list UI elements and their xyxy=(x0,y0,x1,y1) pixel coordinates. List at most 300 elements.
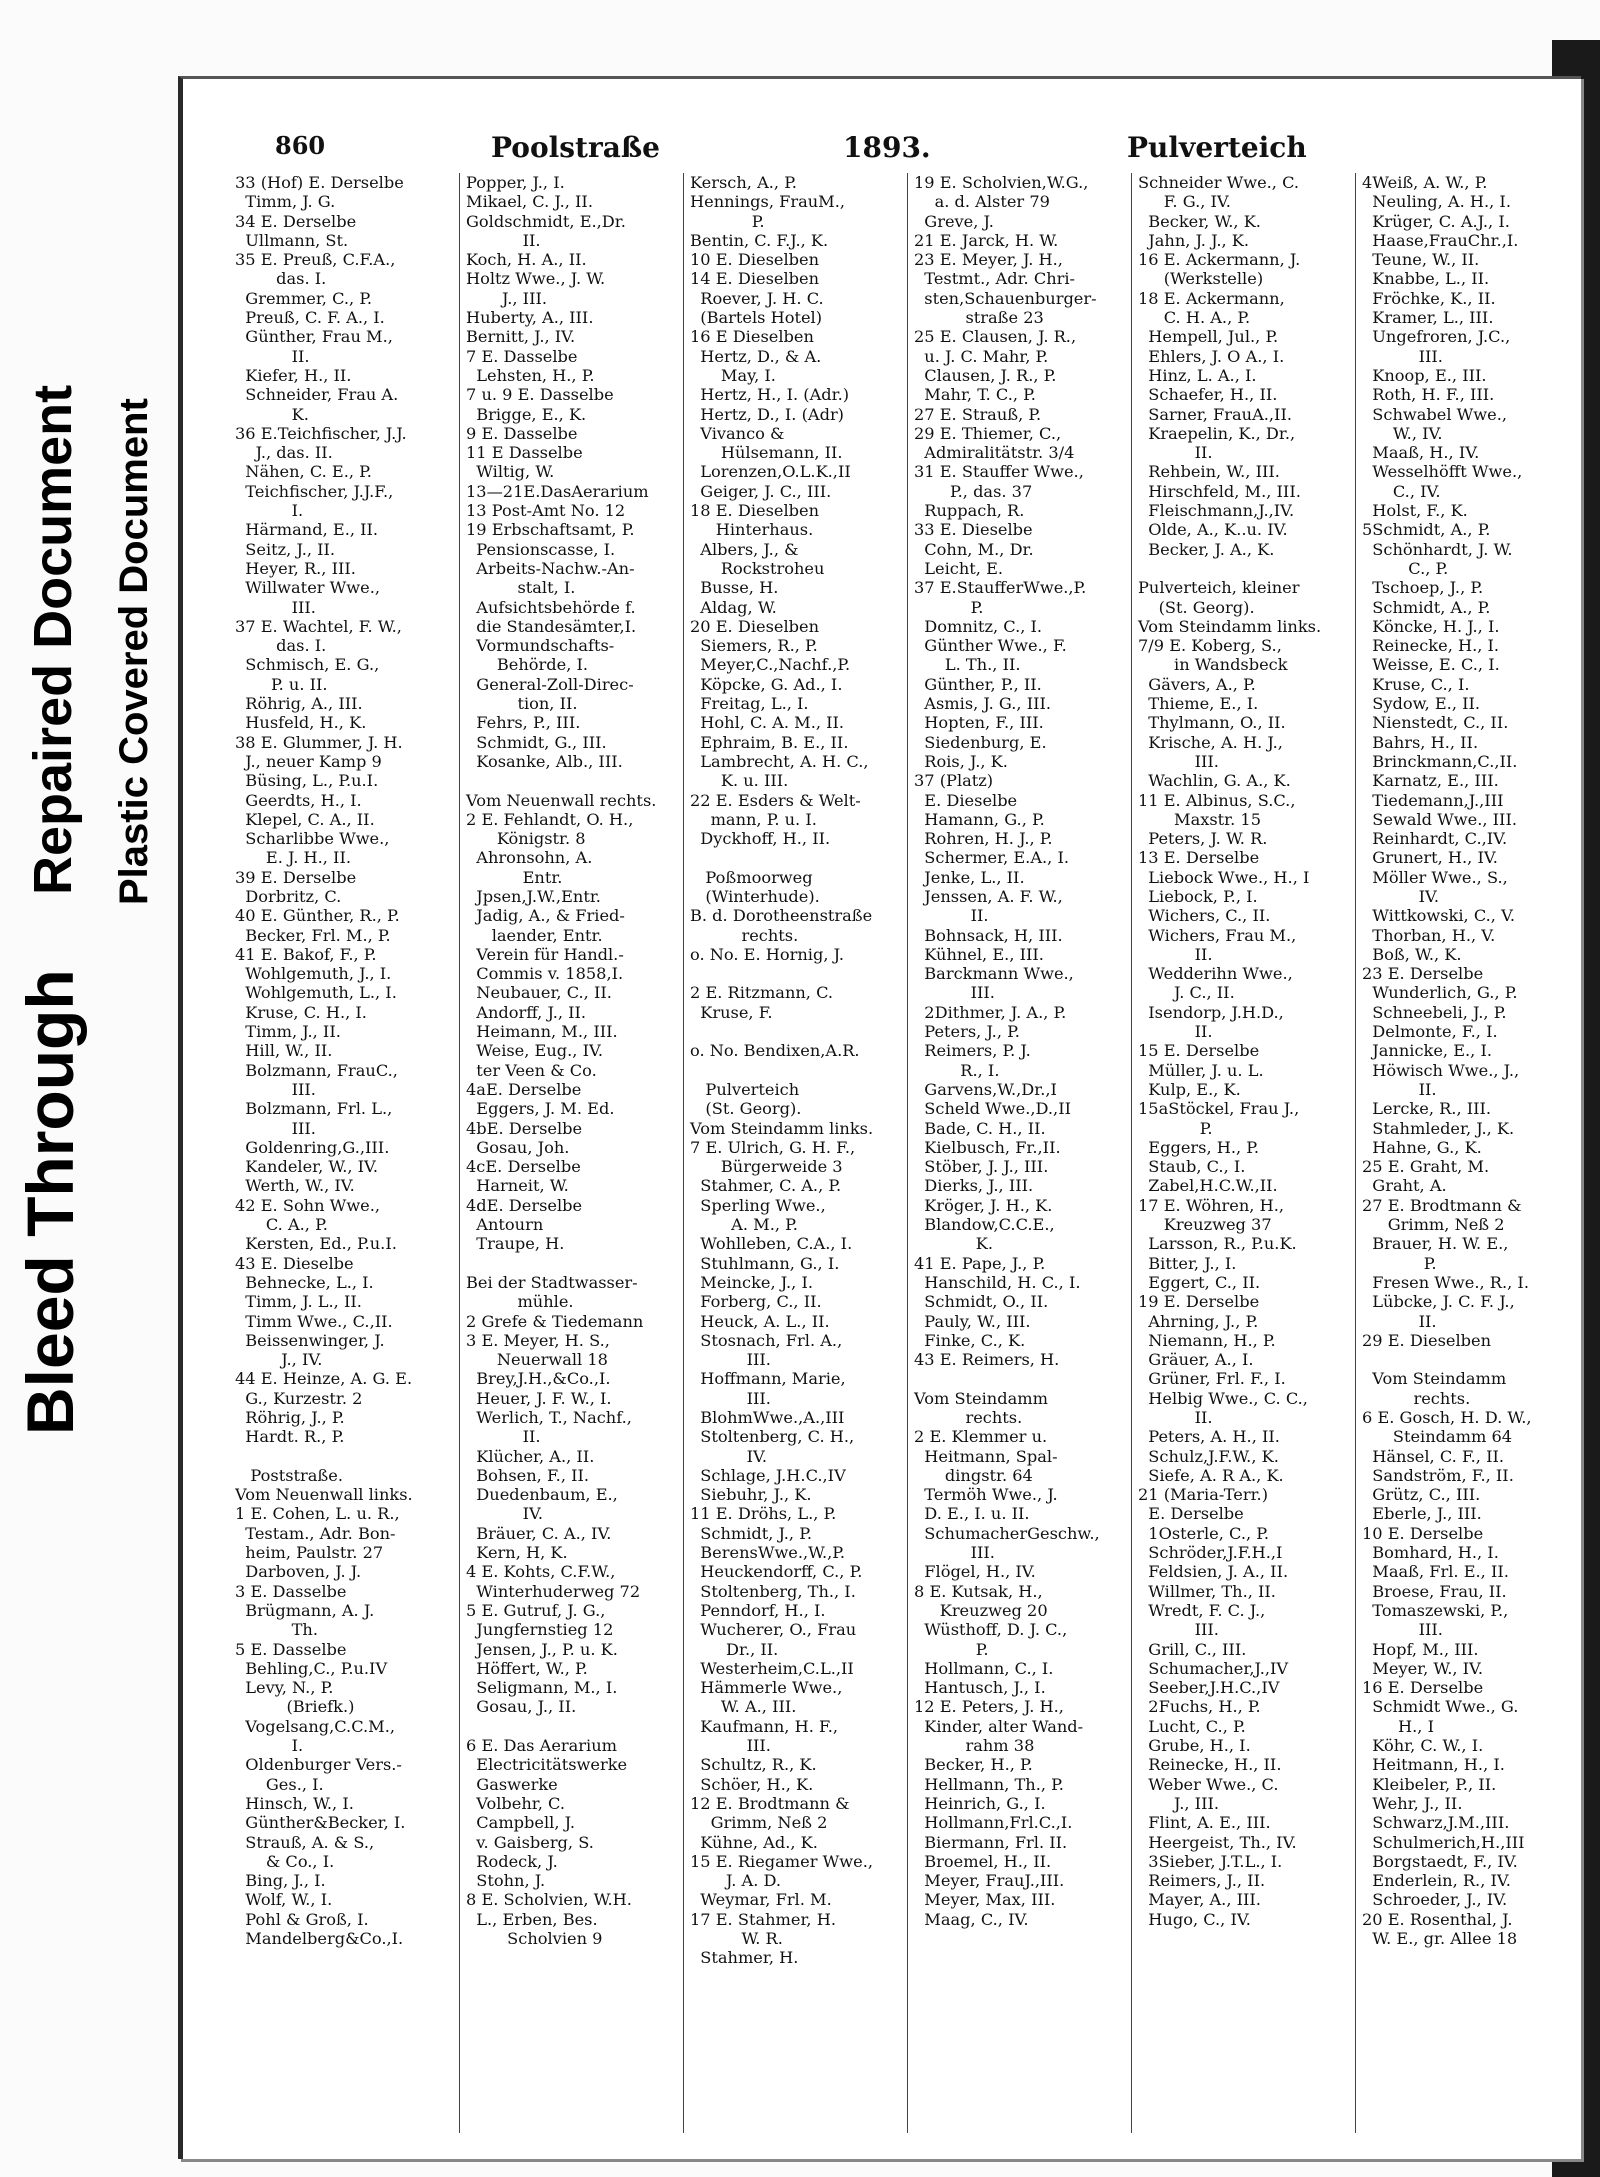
directory-entry-line: Siebuhr, J., K. xyxy=(690,1485,812,1505)
directory-entry-line: J., III. xyxy=(466,288,548,308)
directory-column-5 xyxy=(1131,173,1355,2133)
directory-entry-line: Bentin, C. F.J., K. xyxy=(690,230,829,250)
directory-entry-line: (Bartels Hotel) xyxy=(690,308,823,328)
directory-entry-line: Vom Steindamm links. xyxy=(1138,616,1322,636)
directory-entry-line: Jadig, A., & Fried- xyxy=(466,906,625,926)
directory-entry-line: 2 E. Fehlandt, O. H., xyxy=(466,809,634,829)
directory-entry-line: E. Dieselbe xyxy=(914,790,1018,810)
directory-entry-line: Wichers, Frau M., xyxy=(1138,925,1297,945)
directory-entry-line: Grimm, Neß 2 xyxy=(1362,1215,1505,1235)
directory-entry-line: Möller Wwe., S., xyxy=(1362,867,1508,887)
directory-entry-line: Klepel, C. A., II. xyxy=(235,809,375,829)
directory-entry-line: Feldsien, J. A., II. xyxy=(1138,1562,1289,1582)
directory-entry-line: Timm Wwe., C.,II. xyxy=(235,1311,393,1331)
directory-entry-line: Heuck, A. L., II. xyxy=(690,1311,830,1331)
directory-entry-line: Entr. xyxy=(466,867,563,887)
directory-entry-line: Tomaszewski, P., xyxy=(1362,1600,1509,1620)
directory-entry-line: P. xyxy=(1138,1118,1213,1138)
directory-entry-line: Strauß, A. & S., xyxy=(235,1832,375,1852)
directory-entry-line: Siemers, R., P. xyxy=(690,636,818,656)
directory-entry-line: Geiger, J. C., III. xyxy=(690,481,832,501)
directory-entry-line: Stuhlmann, G., I. xyxy=(690,1253,840,1273)
directory-entry-line: 22 E. Esders & Welt- xyxy=(690,790,861,810)
directory-entry-line: Wüsthoff, D. J. C., xyxy=(914,1620,1068,1640)
page-header xyxy=(183,131,1581,171)
directory-entry-line: Schaefer, H., II. xyxy=(1138,385,1278,405)
directory-entry-line: Kruse, C., I. xyxy=(1362,674,1470,694)
directory-entry-line: Bräuer, C. A., IV. xyxy=(466,1523,612,1543)
directory-entry-line: Nienstedt, C., II. xyxy=(1362,713,1509,733)
directory-entry-line: heim, Paulstr. 27 xyxy=(235,1543,384,1563)
directory-entry-line: Jannicke, E., I. xyxy=(1362,1041,1492,1061)
directory-entry-line: III. xyxy=(1138,1620,1219,1640)
directory-entry-line: Heitmann, Spal- xyxy=(914,1446,1058,1466)
directory-entry-line: III. xyxy=(1138,751,1219,771)
directory-entry-line: Forberg, C., II. xyxy=(690,1292,822,1312)
directory-entry-line: Goldschmidt, E.,Dr. xyxy=(466,211,626,231)
directory-entry-line: Geerdts, H., I. xyxy=(235,790,362,810)
directory-entry-line: in Wandsbeck xyxy=(1138,655,1288,675)
directory-entry-line: Hertz, D., & A. xyxy=(690,346,822,366)
directory-entry-line: 4dE. Derselbe xyxy=(466,1195,583,1215)
directory-entry-line: Kulp, E., K. xyxy=(1138,1079,1241,1099)
directory-entry-line: 3Sieber, J.T.L., I. xyxy=(1138,1851,1283,1871)
directory-entry-line: 4aE. Derselbe xyxy=(466,1079,582,1099)
directory-entry-line: Bolzmann, FrauC., xyxy=(235,1060,398,1080)
directory-entry-line: (St. Georg). xyxy=(690,1099,802,1119)
directory-entry-line: Neuerwall 18 xyxy=(466,1350,608,1370)
directory-entry-line: I. xyxy=(235,1736,304,1756)
directory-column-3 xyxy=(683,173,907,2133)
directory-entry-line: 13 E. Derselbe xyxy=(1138,848,1260,868)
directory-entry-line: Siefe, A. R A., K. xyxy=(1138,1465,1284,1485)
directory-entry-line: Weisse, E. C., I. xyxy=(1362,655,1500,675)
directory-entry-line: IV. xyxy=(466,1504,543,1524)
directory-entry-line xyxy=(235,1447,459,1466)
directory-entry-line: Stahmleder, J., K. xyxy=(1362,1118,1515,1138)
directory-entry-line: 5 E. Gutruf, J. G., xyxy=(466,1600,606,1620)
directory-entry-line: II. xyxy=(466,1427,541,1447)
directory-entry-line: 20 E. Dieselben xyxy=(690,616,820,636)
directory-entry-line: W. R. xyxy=(690,1929,783,1949)
directory-entry-line: Larsson, R., P.u.K. xyxy=(1138,1234,1297,1254)
directory-entry-line: Boß, W., K. xyxy=(1362,944,1462,964)
directory-entry-line: Hämmerle Wwe., xyxy=(690,1678,843,1698)
directory-entry-line: Garvens,W.,Dr.,I xyxy=(914,1079,1057,1099)
directory-entry-line: Thieme, E., I. xyxy=(1138,694,1259,714)
directory-entry-line: das. I. xyxy=(235,269,327,289)
directory-entry-line: Hoffmann, Marie, xyxy=(690,1369,846,1389)
directory-entry-line: straße 23 xyxy=(914,308,1044,328)
directory-entry-line: Liebock Wwe., H., I xyxy=(1138,867,1310,887)
directory-entry-line: Rehbein, W., III. xyxy=(1138,462,1280,482)
directory-entry-line: Busse, H. xyxy=(690,578,779,598)
directory-entry-line: Timm, J. G. xyxy=(235,192,336,212)
directory-entry-line: u. J. C. Mahr, P. xyxy=(914,346,1049,366)
directory-entry-line: 37 E. Wachtel, F. W., xyxy=(235,616,402,636)
directory-entry-line: Kinder, alter Wand- xyxy=(914,1716,1084,1736)
directory-entry-line: (St. Georg). xyxy=(1138,597,1255,617)
directory-entry-line: Schmidt, A., P. xyxy=(1362,597,1491,617)
directory-entry-line: Höwisch Wwe., J., xyxy=(1362,1060,1520,1080)
directory-entry-line: Th. xyxy=(235,1620,318,1640)
directory-entry-line: Vom Steindamm xyxy=(1362,1369,1507,1389)
directory-entry-line: Schönhardt, J. W. xyxy=(1362,539,1513,559)
directory-entry-line: Stahmer, C. A., P. xyxy=(690,1176,842,1196)
directory-entry-line: Hugo, C., IV. xyxy=(1138,1909,1251,1929)
directory-entry-line: Kraepelin, K., Dr., xyxy=(1138,423,1296,443)
directory-entry-line: Grüner, Frl. F., I. xyxy=(1138,1369,1286,1389)
directory-entry-line: Knabbe, L., II. xyxy=(1362,269,1490,289)
directory-entry-line: Weber Wwe., C. xyxy=(1138,1774,1279,1794)
directory-entry-line: Stöber, J. J., III. xyxy=(914,1157,1049,1177)
directory-entry-line: Bing, J., I. xyxy=(235,1871,326,1891)
directory-entry-line: Thylmann, O., II. xyxy=(1138,713,1286,733)
directory-entry-line: stalt, I. xyxy=(466,578,576,598)
directory-column-1 xyxy=(235,173,459,2133)
directory-entry-line: Rodeck, J. xyxy=(466,1851,558,1871)
directory-entry-line: SchumacherGeschw., xyxy=(914,1523,1100,1543)
directory-entry-line: Isendorp, J.H.D., xyxy=(1138,1002,1284,1022)
directory-entry-line: Holtz Wwe., J. W. xyxy=(466,269,606,289)
directory-entry-line: Gosau, J., II. xyxy=(466,1697,577,1717)
directory-entry-line: II. xyxy=(1138,1022,1213,1042)
directory-entry-line: Arbeits-Nachw.-An- xyxy=(466,558,635,578)
directory-entry-line: Kaufmann, H. F., xyxy=(690,1716,839,1736)
directory-entry-line: sten,Schauenburger- xyxy=(914,288,1097,308)
directory-entry-line: Köpcke, G. Ad., I. xyxy=(690,674,843,694)
directory-entry-line: 39 E. Derselbe xyxy=(235,867,357,887)
directory-entry-line: Bohnsack, H, III. xyxy=(914,925,1063,945)
directory-entry-line xyxy=(690,1022,907,1041)
directory-entry-line: 27 E. Brodtmann & xyxy=(1362,1195,1522,1215)
directory-entry-line: 25 E. Clausen, J. R., xyxy=(914,327,1077,347)
directory-entry-line: J., IV. xyxy=(235,1350,323,1370)
directory-entry-line: F. G., IV. xyxy=(1138,192,1231,212)
directory-entry-line: III. xyxy=(690,1736,771,1756)
directory-entry-line: Heuer, J. F. W., I. xyxy=(466,1388,612,1408)
directory-entry-line: Electricitätswerke xyxy=(466,1755,628,1775)
directory-entry-line: Hamann, G., P. xyxy=(914,809,1045,829)
directory-entry-line: II. xyxy=(1362,1311,1437,1331)
year-heading: 1893. xyxy=(843,131,931,164)
directory-column-2 xyxy=(459,173,683,2133)
directory-entry-line xyxy=(466,1254,683,1273)
directory-entry-line: Reinecke, H., II. xyxy=(1138,1755,1282,1775)
directory-entry-line xyxy=(1138,559,1355,578)
directory-entry-line: Winterhuderweg 72 xyxy=(466,1581,641,1601)
directory-entry-line: Jungfernstieg 12 xyxy=(466,1620,614,1640)
directory-entry-line: 11 E Dasselbe xyxy=(466,443,583,463)
directory-entry-line: Asmis, J. G., III. xyxy=(914,694,1052,714)
directory-entry-line: Harneit, W. xyxy=(466,1176,569,1196)
directory-entry-line: 13 Post-Amt No. 12 xyxy=(466,501,626,521)
directory-entry-line: Pensionscasse, I. xyxy=(466,539,616,559)
directory-entry-line: Knoop, E., III. xyxy=(1362,365,1487,385)
directory-entry-line: Wehr, J., II. xyxy=(1362,1793,1463,1813)
directory-entry-line: Oldenburger Vers.- xyxy=(235,1755,402,1775)
directory-entry-line: Grube, H., I. xyxy=(1138,1736,1251,1756)
directory-entry-line: Röhrig, J., P. xyxy=(235,1408,345,1427)
directory-entry-line: 19 Erbschaftsamt, P. xyxy=(466,520,635,540)
directory-entry-line: Schröder,J.F.H.,I xyxy=(1138,1543,1283,1563)
directory-entry-line: 31 E. Stauffer Wwe., xyxy=(914,462,1084,482)
directory-entry-line: Müller, J. u. L. xyxy=(1138,1060,1264,1080)
directory-entry-line: Karnatz, E., III. xyxy=(1362,771,1499,791)
directory-entry-line: Cohn, M., Dr. xyxy=(914,539,1034,559)
repaired-document-label: Repaired Document xyxy=(23,384,83,895)
directory-entry-line: 11 E. Dröhs, L., P. xyxy=(690,1504,837,1524)
directory-entry-line: Hantusch, J., I. xyxy=(914,1678,1046,1698)
directory-entry-line: II. xyxy=(466,230,541,250)
directory-entry-line: Stohn, J. xyxy=(466,1871,546,1891)
directory-entry-line: Eggert, C., II. xyxy=(1138,1272,1261,1292)
directory-entry-line: Rockstroheu xyxy=(690,558,825,578)
directory-entry-line: rahm 38 xyxy=(914,1736,1035,1756)
directory-entry-line: Gaswerke xyxy=(466,1774,558,1794)
directory-entry-line: (Werkstelle) xyxy=(1138,269,1264,289)
directory-entry-line: 38 E. Glummer, J. H. xyxy=(235,732,403,752)
directory-entry-line: Poßmoorweg xyxy=(690,867,813,887)
directory-entry-line: 15 E. Derselbe xyxy=(1138,1041,1260,1061)
directory-entry-line: Meincke, J., I. xyxy=(690,1272,814,1292)
directory-entry-line: 19 E. Derselbe xyxy=(1138,1292,1260,1312)
directory-entry-line: 29 E. Thiemer, C., xyxy=(914,423,1062,443)
directory-entry-line: & Co., I. xyxy=(235,1851,335,1871)
directory-entry-line: Lübcke, J. C. F. J., xyxy=(1362,1292,1515,1312)
directory-entry-line: Wiltig, W. xyxy=(466,462,555,482)
directory-entry-line: Seligmann, M., I. xyxy=(466,1678,618,1698)
directory-entry-line: Königstr. 8 xyxy=(466,829,586,849)
directory-entry-line: 43 E. Dieselbe xyxy=(235,1253,354,1273)
directory-entry-line: Broese, Frau, II. xyxy=(1362,1581,1507,1601)
directory-entry-line: Härmand, E., II. xyxy=(235,520,379,540)
directory-entry-line: o. No. Bendixen,A.R. xyxy=(690,1041,860,1061)
directory-entry-line: Vom Steindamm links. xyxy=(690,1118,874,1138)
directory-entry-line: Freitag, L., I. xyxy=(690,694,809,714)
directory-entry-line: Mandelberg&Co.,I. xyxy=(235,1929,404,1949)
street-heading-right: Pulverteich xyxy=(1127,131,1307,164)
directory-entry-line: 23 E. Meyer, J. H., xyxy=(914,250,1063,270)
directory-entry-line: Flint, A. E., III. xyxy=(1138,1813,1271,1833)
directory-entry-line: Wichers, C., II. xyxy=(1138,906,1271,926)
directory-entry-line: Thorban, H., V. xyxy=(1362,925,1496,945)
directory-entry-line: 5Schmidt, A., P. xyxy=(1362,520,1491,540)
directory-entry-line: Ullmann, St. xyxy=(235,230,349,250)
directory-entry-line: 3 E. Dasselbe xyxy=(235,1581,347,1601)
directory-entry-line: Schwarz,J.M.,III. xyxy=(1362,1813,1510,1833)
directory-entry-line: Popper, J., I. xyxy=(466,173,565,192)
directory-entry-line: Hinsch, W., I. xyxy=(235,1793,354,1813)
directory-entry-line: Wolf, W., I. xyxy=(235,1890,333,1910)
directory-entry-line: Köhr, C. W., I. xyxy=(1362,1736,1484,1756)
directory-entry-line: Wachlin, G. A., K. xyxy=(1138,771,1291,791)
directory-entry-line: 15 E. Riegamer Wwe., xyxy=(690,1851,873,1871)
directory-entry-line: Fresen Wwe., R., I. xyxy=(1362,1272,1529,1292)
directory-entry-line: Dorbritz, C. xyxy=(235,886,342,906)
directory-entry-line: Antourn xyxy=(466,1215,544,1235)
directory-entry-line: Kersten, Ed., P.u.I. xyxy=(235,1234,397,1254)
directory-entry-line: Becker, Frl. M., P. xyxy=(235,925,391,945)
directory-entry-line: D. E., I. u. II. xyxy=(914,1504,1030,1524)
directory-entry-line: Pohl & Groß, I. xyxy=(235,1909,369,1929)
directory-entry-line: Poststraße. xyxy=(235,1465,343,1485)
directory-entry-line: Werth, W., IV. xyxy=(235,1176,355,1196)
directory-entry-line: Rois, J., K. xyxy=(914,751,1008,771)
directory-entry-line: Kielbusch, Fr.,II. xyxy=(914,1137,1061,1157)
directory-entry-line: 16 E Dieselben xyxy=(690,327,814,347)
directory-entry-line: Hollmann,Frl.C.,I. xyxy=(914,1813,1073,1833)
directory-entry-line: Vormundschafts- xyxy=(466,636,615,656)
directory-entry-line: Ges., I. xyxy=(235,1774,324,1794)
directory-entry-line: Bomhard, H., I. xyxy=(1362,1543,1499,1563)
directory-entry-line xyxy=(1362,1350,1561,1369)
directory-entry-line: Schulz,J.F.W., K. xyxy=(1138,1446,1279,1466)
directory-entry-line: Mikael, C. J., II. xyxy=(466,192,593,212)
directory-entry-line: Meyer, W., IV. xyxy=(1362,1658,1484,1678)
directory-entry-line: Seitz, J., II. xyxy=(235,539,336,559)
directory-entry-line: Heyer, R., III. xyxy=(235,558,356,578)
directory-entry-line: Bolzmann, Frl. L., xyxy=(235,1099,393,1119)
plastic-covered-label: Plastic Covered Document xyxy=(112,398,156,905)
directory-entry-line: Wredt, F. C. J., xyxy=(1138,1600,1266,1620)
directory-entry-line: Finke, C., K. xyxy=(914,1330,1026,1350)
directory-entry-line: Hinterhaus. xyxy=(690,520,814,540)
directory-entry-line: Kreuzweg 37 xyxy=(1138,1215,1272,1235)
directory-entry-line: E. Derselbe xyxy=(1138,1504,1244,1524)
directory-entry-line: 2 E. Ritzmann, C. xyxy=(690,983,834,1003)
directory-entry-line: Jahn, J. J., K. xyxy=(1138,230,1250,250)
directory-entry-line: J. C., II. xyxy=(1138,983,1235,1003)
directory-entry-line: Schneebeli, J., P. xyxy=(1362,1002,1507,1022)
directory-entry-line xyxy=(466,1717,683,1736)
directory-entry-line: Schlage, J.H.C.,IV xyxy=(690,1465,846,1485)
directory-entry-line: Wunderlich, G., P. xyxy=(1362,983,1518,1003)
directory-entry-line: B. d. Dorotheenstraße xyxy=(690,906,873,926)
directory-entry-line: ter Veen & Co. xyxy=(466,1060,597,1080)
directory-entry-line: Kern, H, K. xyxy=(466,1543,568,1563)
directory-entry-line: Domnitz, C., I. xyxy=(914,616,1043,636)
directory-entry-line: Andorff, J., II. xyxy=(466,1002,587,1022)
directory-entry-line: Behörde, I. xyxy=(466,655,589,675)
directory-entry-line: E. J. H., II. xyxy=(235,848,351,868)
directory-entry-line: III. xyxy=(690,1388,771,1408)
directory-entry-line: Kühnel, E., III. xyxy=(914,944,1044,964)
directory-entry-line: Duedenbaum, E., xyxy=(466,1485,618,1505)
directory-entry-line: 35 E. Preuß, C.F.A., xyxy=(235,250,396,270)
directory-entry-line: Roth, H. F., III. xyxy=(1362,385,1495,405)
directory-entry-line: Hanschild, H. C., I. xyxy=(914,1272,1081,1292)
directory-entry-line: Haase,FrauChr.,I. xyxy=(1362,230,1519,250)
directory-entry-line: Kröger, J. H., K. xyxy=(914,1195,1053,1215)
directory-entry-line: III. xyxy=(1362,346,1443,366)
directory-entry-line: Schmidt, O., II. xyxy=(914,1292,1049,1312)
directory-entry-line: 14 E. Dieselben xyxy=(690,269,820,289)
directory-entry-line: 2Dithmer, J. A., P. xyxy=(914,1002,1067,1022)
directory-entry-line: 8 E. Scholvien, W.H. xyxy=(466,1890,632,1910)
directory-entry-line: Mayer, A., III. xyxy=(1138,1890,1261,1910)
directory-entry-line: C. A., P. xyxy=(235,1215,328,1235)
directory-entry-line: 6 E. Gosch, H. D. W., xyxy=(1362,1408,1532,1427)
directory-entry-line: das. I. xyxy=(235,636,327,656)
directory-entry-line: II. xyxy=(1138,944,1213,964)
directory-entry-line: K. xyxy=(914,1234,993,1254)
directory-entry-line: Wittkowski, C., V. xyxy=(1362,906,1516,926)
side-labels xyxy=(0,0,170,2177)
directory-entry-line: Kruse, F. xyxy=(690,1002,773,1022)
directory-entry-line: May, I. xyxy=(690,365,776,385)
directory-entry-line xyxy=(690,848,907,867)
directory-entry-line: Kiefer, H., II. xyxy=(235,365,352,385)
directory-entry-line: Tiedemann,J.,III xyxy=(1362,790,1504,810)
directory-entry-line: Schneider Wwe., C. xyxy=(1138,173,1300,192)
directory-entry-line: C., IV. xyxy=(1362,481,1441,501)
directory-entry-line: laender, Entr. xyxy=(466,925,603,945)
directory-entry-line: Barckmann Wwe., xyxy=(914,964,1074,984)
directory-entry-line: III. xyxy=(690,1350,771,1370)
directory-entry-line: Penndorf, H., I. xyxy=(690,1600,826,1620)
directory-entry-line: 34 E. Derselbe xyxy=(235,211,357,231)
directory-entry-line: Vom Neuenwall links. xyxy=(235,1485,413,1505)
directory-entry-line: Jenke, L., II. xyxy=(914,867,1025,887)
directory-entry-line: Timm, J. L., II. xyxy=(235,1292,362,1312)
directory-entry-line: Scheld Wwe.,D.,II xyxy=(914,1099,1071,1119)
directory-entry-line: Hänsel, C. F., II. xyxy=(1362,1446,1505,1466)
directory-entry-line: 18 E. Ackermann, xyxy=(1138,288,1285,308)
directory-entry-line: Ahrning, J., P. xyxy=(1138,1311,1259,1331)
directory-entry-line: rechts. xyxy=(914,1408,1023,1427)
directory-entry-line: Vivanco & xyxy=(690,423,785,443)
directory-entry-line: Mahr, T. C., P. xyxy=(914,385,1036,405)
directory-entry-line: Wucherer, O., Frau xyxy=(690,1620,857,1640)
directory-entry-line: Sandström, F., II. xyxy=(1362,1465,1514,1485)
directory-entry-line: Koch, H. A., II. xyxy=(466,250,587,270)
directory-entry-line: 2Fuchs, H., P. xyxy=(1138,1697,1261,1717)
directory-entry-line: IV. xyxy=(690,1446,767,1466)
directory-entry-line: Kruse, C. H., I. xyxy=(235,1002,367,1022)
directory-entry-line: Bade, C. H., II. xyxy=(914,1118,1046,1138)
directory-entry-line: Brey,J.H.,&Co.,I. xyxy=(466,1369,611,1389)
directory-entry-line: 2 E. Klemmer u. xyxy=(914,1427,1048,1447)
directory-entry-line: Albers, J., & xyxy=(690,539,799,559)
directory-entry-line: Eberle, J., III. xyxy=(1362,1504,1482,1524)
directory-entry-line: 7 E. Dasselbe xyxy=(466,346,578,366)
directory-entry-line: Flögel, H., IV. xyxy=(914,1562,1036,1582)
directory-entry-line: 4cE. Derselbe xyxy=(466,1157,581,1177)
directory-entry-line: 10 E. Dieselben xyxy=(690,250,820,270)
directory-entry-line: Lercke, R., III. xyxy=(1362,1099,1492,1119)
directory-entry-line: Fleischmann,J.,IV. xyxy=(1138,501,1295,521)
directory-entry-line: Olde, A., K..u. IV. xyxy=(1138,520,1288,540)
directory-entry-line: Klücher, A., II. xyxy=(466,1446,595,1466)
directory-entry-line: Bernitt, J., IV. xyxy=(466,327,576,347)
directory-entry-line: Eggers, J. M. Ed. xyxy=(466,1099,615,1119)
directory-entry-line: Willwater Wwe., xyxy=(235,578,381,598)
directory-entry-line: Stoltenberg, C. H., xyxy=(690,1427,855,1447)
directory-entry-line: Grill, C., III. xyxy=(1138,1639,1247,1659)
directory-entry-line: Rohren, H. J., P. xyxy=(914,829,1053,849)
directory-entry-line: Leicht, E. xyxy=(914,558,1004,578)
directory-entry-line: Schwabel Wwe., xyxy=(1362,404,1508,424)
directory-entry-line: Wohlleben, C.A., I. xyxy=(690,1234,853,1254)
directory-entry-line: 29 E. Dieselben xyxy=(1362,1330,1492,1350)
street-heading-left: Poolstraße xyxy=(491,131,660,164)
directory-entry-line: 12 E. Brodtmann & xyxy=(690,1793,850,1813)
directory-entry-line: K. xyxy=(235,404,309,424)
directory-entry-line: Reinhardt, C.,IV. xyxy=(1362,829,1508,849)
bleed-through-label: Bleed Through xyxy=(13,969,87,1435)
directory-entry-line: 25 E. Graht, M. xyxy=(1362,1157,1490,1177)
